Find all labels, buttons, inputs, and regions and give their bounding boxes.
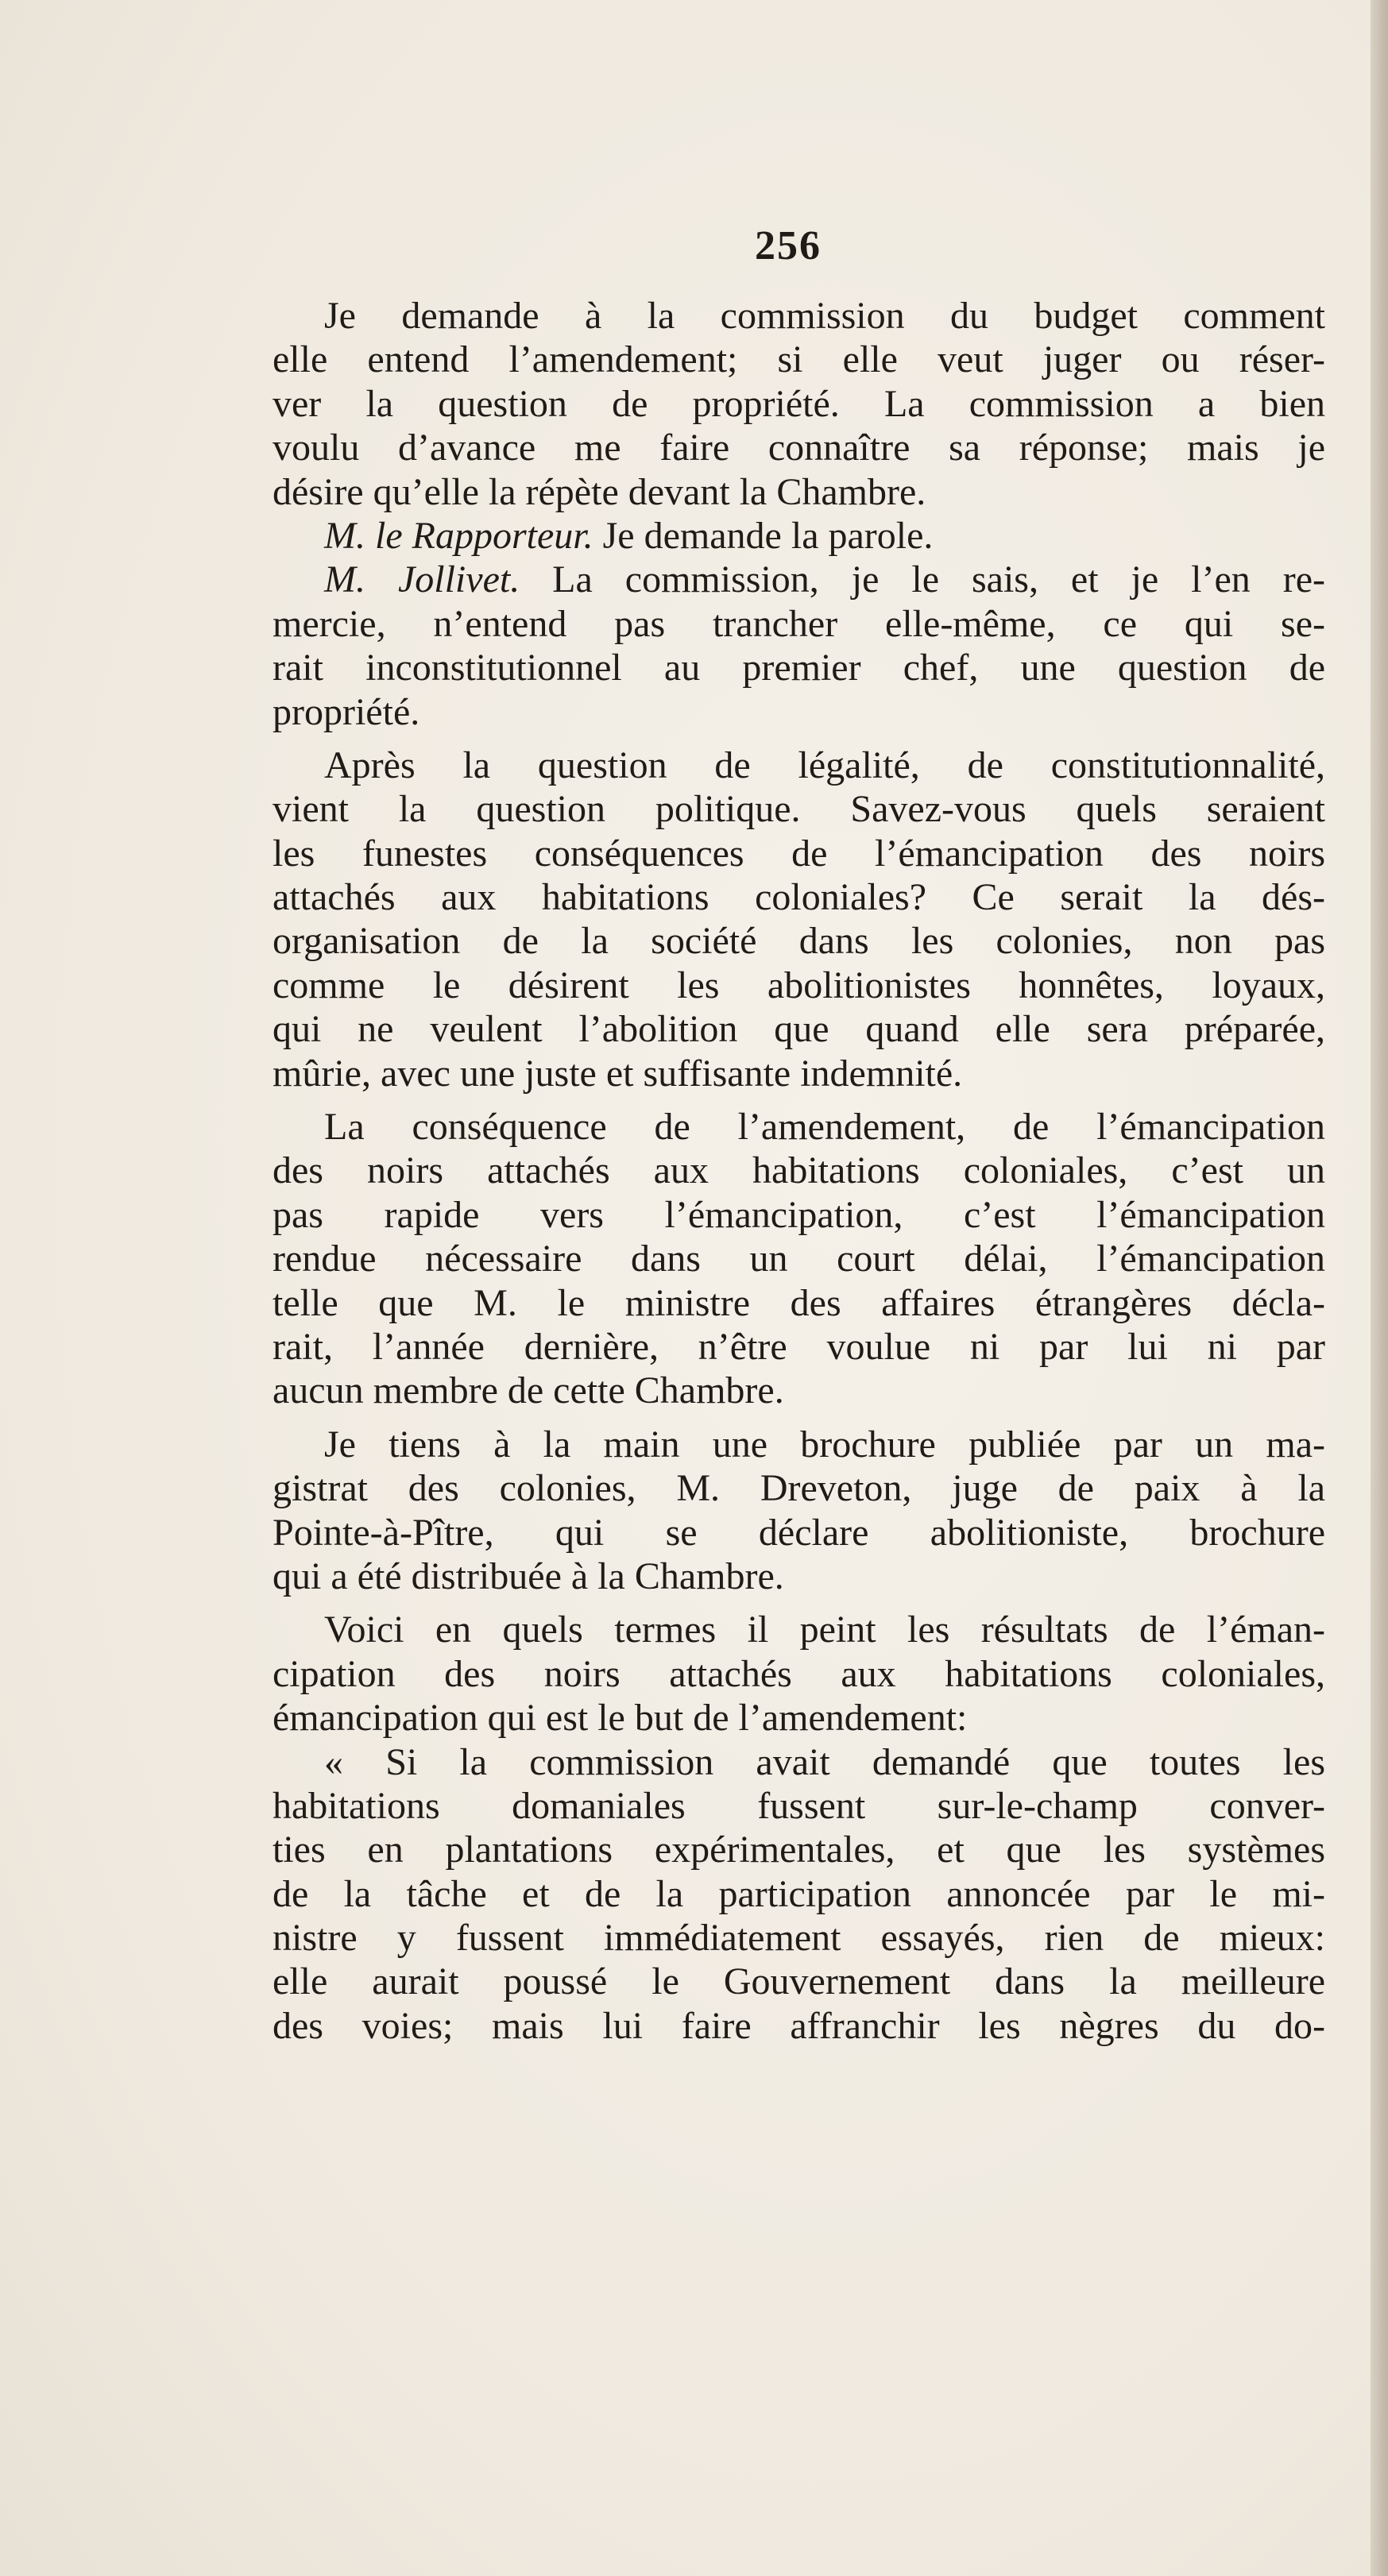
paragraph	[273, 514, 1325, 558]
text-line: des voies; mais lui faire affranchir les nègres du do-	[273, 2004, 1325, 2047]
text-line	[273, 558, 1325, 601]
text-line: attachés aux habitations coloniales? Ce serait la dés-	[273, 876, 1325, 919]
text-line: de la tâche et de la participation annoncée par le mi-	[273, 1872, 1325, 1915]
quoted-paragraph	[273, 1740, 1325, 2049]
text-line: Après la question de légalité, de constitutionnalité,	[324, 743, 1325, 786]
text-line	[273, 514, 1325, 558]
text-line: les funestes conséquences de l’émancipation des noirs	[273, 832, 1325, 875]
text-line: elle aurait poussé le Gouvernement dans la meilleure	[273, 1960, 1325, 2003]
page-number: 256	[755, 223, 822, 268]
paragraph	[273, 1423, 1325, 1599]
paragraph	[273, 294, 1325, 514]
text-line: qui a été distribuée à la Chambre.	[273, 1554, 784, 1597]
text-line: rait, l’année dernière, n’être voulue ni par lui ni par	[273, 1325, 1325, 1368]
text-line: organisation de la société dans les colonies, non pas	[273, 920, 1325, 963]
text-line: ties en plantations expérimentales, et que les systèmes	[273, 1829, 1325, 1871]
paragraph-gap	[273, 1413, 1325, 1423]
text-line: pas rapide vers l’émancipation, c’est l’émancipation	[273, 1193, 1325, 1236]
text-line: cipation des noirs attachés aux habitations coloniales,	[273, 1652, 1325, 1695]
text-line: rait inconstitutionnel au premier chef, une question de	[273, 647, 1325, 689]
text-line: gistrat des colonies, M. Dreveton, juge de paix à la	[273, 1467, 1325, 1510]
text-line: elle entend l’amendement; si elle veut juger ou réser-	[273, 338, 1325, 381]
text-line: des noirs attachés aux habitations coloniales, c’est un	[273, 1149, 1325, 1192]
text-line: vient la question politique. Savez-vous quels seraient	[273, 788, 1325, 831]
text-line: voulu d’avance me faire connaître sa réponse; mais je	[273, 427, 1325, 469]
speech-text: Je demande la parole.	[593, 514, 934, 557]
text-line: « Si la commission avait demandé que toutes les	[324, 1740, 1325, 1783]
paragraph-gap	[273, 1095, 1325, 1105]
speech-text: La commission, je le sais, et je l’en re-	[520, 558, 1326, 601]
speaker-name: M. Jollivet.	[324, 558, 520, 601]
text-line: Je tiens à la main une brochure publiée par un ma-	[324, 1423, 1325, 1466]
body-text	[273, 294, 1325, 2048]
text-line: aucun membre de cette Chambre.	[273, 1369, 784, 1412]
text-line: Je demande à la commission du budget comment	[324, 295, 1325, 337]
page-gutter-shadow	[1371, 0, 1388, 2576]
paragraph	[273, 743, 1325, 1095]
text-line: mûrie, avec une juste et suffisante indemnité.	[273, 1052, 963, 1095]
paragraph-gap	[273, 1598, 1325, 1608]
text-line: émancipation qui est le but de l’amendement:	[273, 1697, 968, 1740]
text-line: La conséquence de l’amendement, de l’émancipation	[324, 1106, 1325, 1149]
paragraph	[273, 1105, 1325, 1413]
paragraph	[273, 1608, 1325, 1740]
paragraph	[273, 558, 1325, 734]
text-line: nistre y fussent immédiatement essayés, rien de mieux:	[273, 1917, 1325, 1960]
text-line: telle que M. le ministre des affaires étrangères décla-	[273, 1281, 1325, 1324]
speaker-name: M. le Rapporteur.	[324, 514, 593, 557]
text-line: propriété.	[273, 690, 420, 733]
paragraph-gap	[273, 734, 1325, 743]
text-line: Pointe-à-Pître, qui se déclare abolitioniste, brochure	[273, 1511, 1325, 1554]
text-line: rendue nécessaire dans un court délai, l’émancipation	[273, 1238, 1325, 1280]
text-line: qui ne veulent l’abolition que quand elle sera préparée,	[273, 1008, 1325, 1051]
text-line: ver la question de propriété. La commission a bien	[273, 382, 1325, 425]
text-line: désire qu’elle la répète devant la Chambre.	[273, 470, 926, 513]
text-line: mercie, n’entend pas trancher elle-même, ce qui se-	[273, 602, 1325, 645]
text-line: habitations domaniales fussent sur-le-champ conver-	[273, 1784, 1325, 1827]
text-line: comme le désirent les abolitionistes honnêtes, loyaux,	[273, 964, 1325, 1006]
text-line: Voici en quels termes il peint les résultats de l’éman-	[324, 1609, 1325, 1651]
